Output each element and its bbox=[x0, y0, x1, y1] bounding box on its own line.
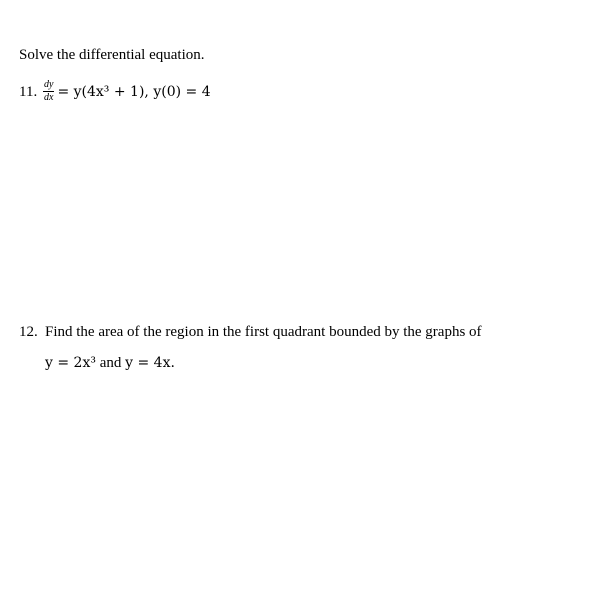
equation-cubic: y = 2x³ bbox=[45, 355, 96, 371]
problem-11-number: 11. bbox=[19, 83, 38, 100]
fraction-denominator: dx bbox=[44, 92, 54, 103]
derivative-fraction bbox=[43, 80, 54, 103]
equation-linear: y = 4x. bbox=[125, 355, 175, 371]
instruction-text: Solve the differential equation. bbox=[19, 47, 205, 63]
problem-12-text: Find the area of the region in the first quadrant bounded by the graphs of bbox=[45, 324, 482, 340]
problem-11-equation: = y(4x³ + 1), y(0) = 4 bbox=[57, 83, 211, 100]
fraction-numerator: dy bbox=[44, 79, 54, 90]
problem-11 bbox=[19, 80, 211, 103]
problem-12-number: 12. bbox=[19, 324, 38, 340]
problem-12-equations bbox=[45, 354, 175, 372]
problem-12 bbox=[19, 323, 482, 341]
equation-connector: and bbox=[99, 355, 122, 371]
